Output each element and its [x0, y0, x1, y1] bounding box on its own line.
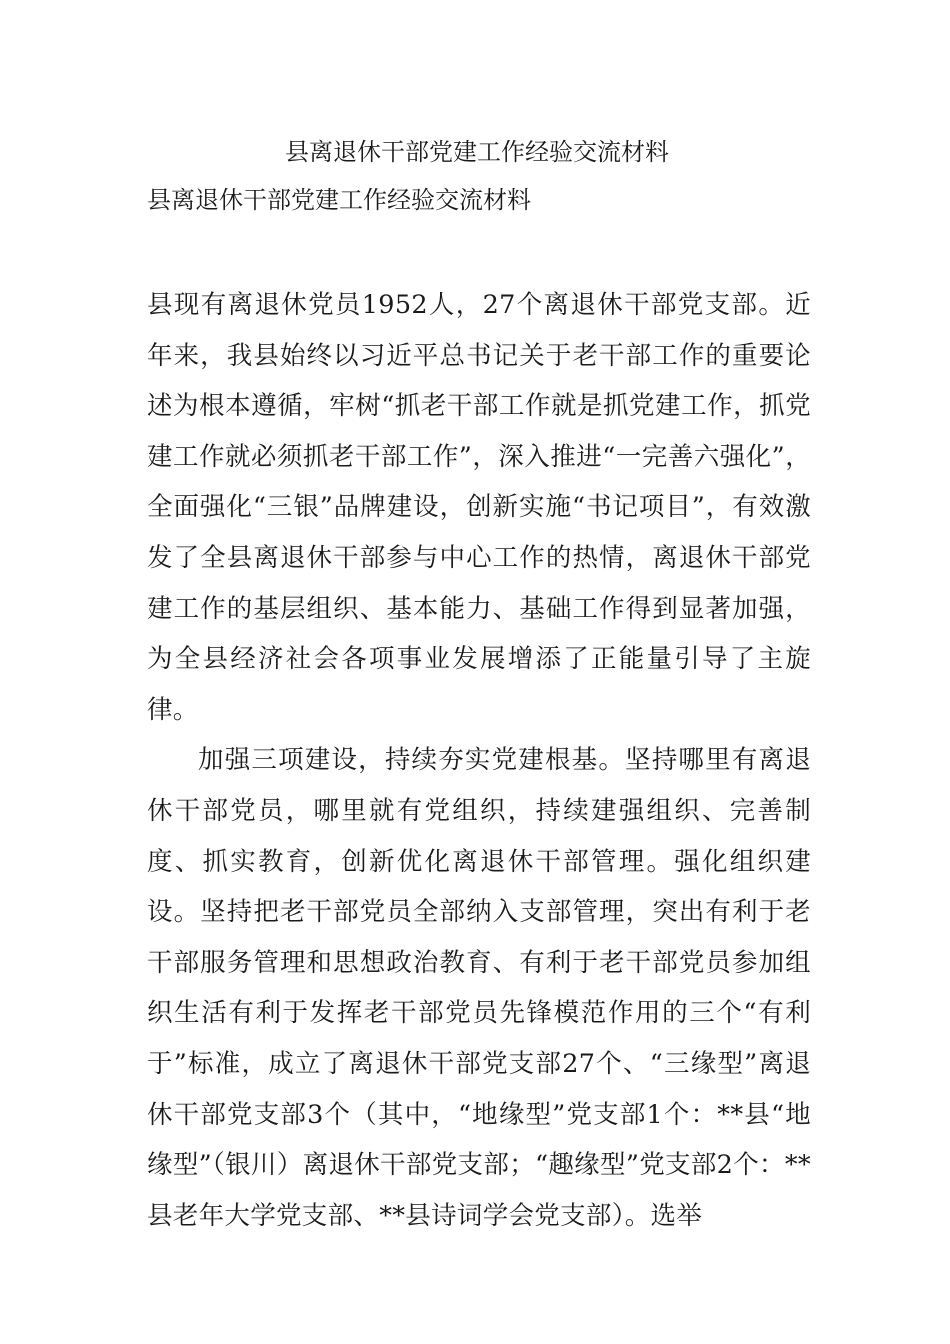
document-body: [147, 280, 811, 1241]
paragraph-three-constructions: 加强三项建设，持续夯实党建根基。坚持哪里有离退休干部党员，哪里就有党组织，持续建强组织、完善制度、抓实教育，创新优化离退休干部管理。强化组织建设。坚持把老干部党员全部纳入支部管理，突出有利于老干部服务管理和思想政治教育、有利于老干部党员参加组织生活有利于发挥老干部党员先锋模范作用的三个“有利于”标准，成立了离退休干部党支部27个、“三缘型”离退休干部党支部3个（其中，“地缘型”党支部1个：**县“地缘型”（银川）离退休干部党支部；“趣缘型”党支部2个：**县老年大学党支部、**县诗词学会党支部）。选举: [147, 745, 811, 1231]
document-title: 县离退休干部党建工作经验交流材料: [285, 138, 669, 166]
document-subtitle: 县离退休干部党建工作经验交流材料: [147, 186, 531, 214]
paragraph-intro: 县现有离退休党员1952人，27个离退休干部党支部。近年来，我县始终以习近平总书记关于老干部工作的重要论述为根本遵循，牢树“抓老干部工作就是抓党建工作，抓党建工作就必须抓老干部工作”，深入推进“一完善六强化”，全面强化“三银”品牌建设，创新实施“书记项目”，有效激发了全县离退休干部参与中心工作的热情，离退休干部党建工作的基层组织、基本能力、基础工作得到显著加强，为全县经济社会各项事业发展增添了正能量引导了主旋律。: [147, 290, 811, 725]
